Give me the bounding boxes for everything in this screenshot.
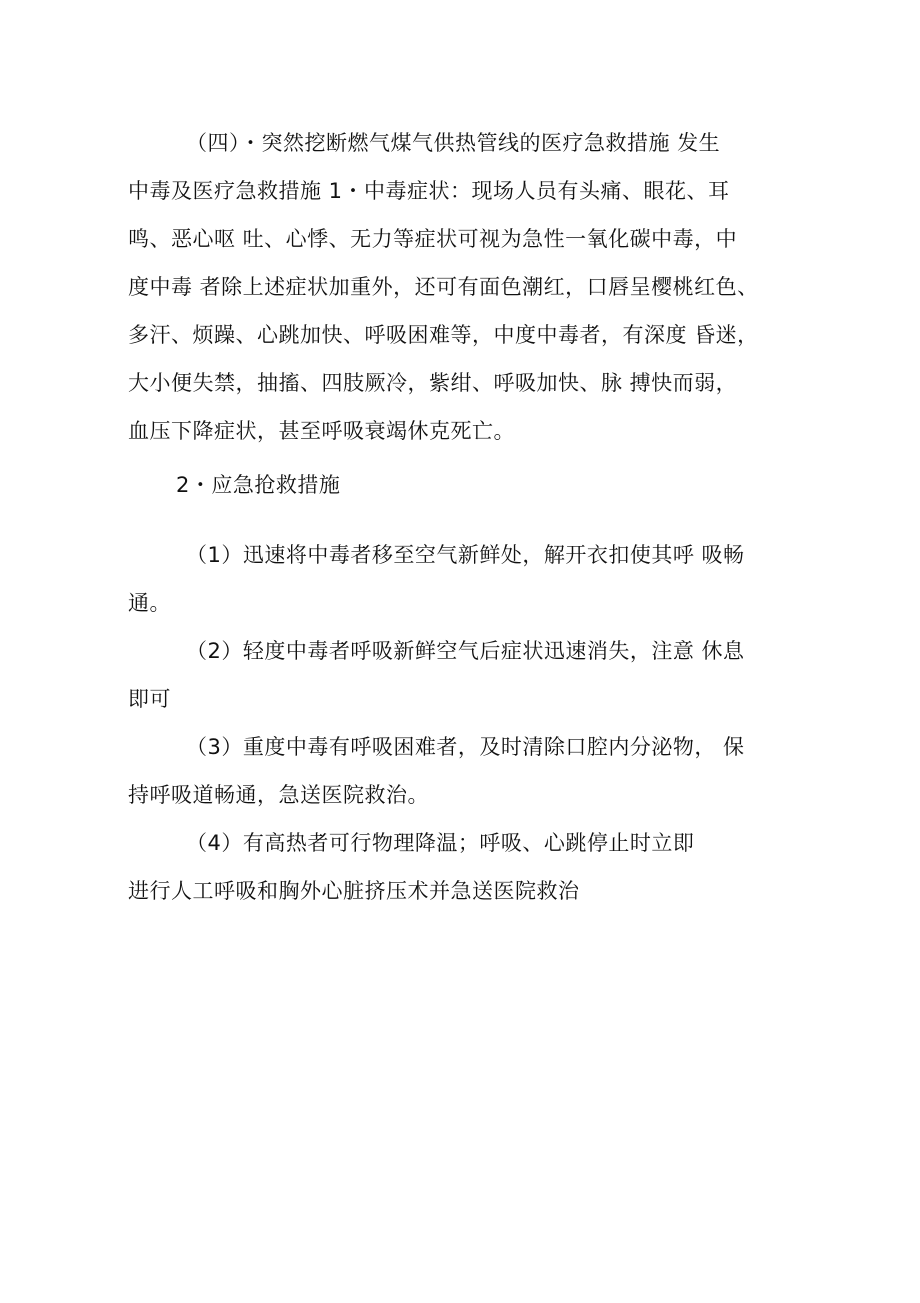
paragraph-line: 鸣、恶心呕 吐、心悸、无力等症状可视为急性一氧化碳中毒，中 — [128, 227, 738, 251]
paragraph-line: 血压下降症状，甚至呼吸衰竭休克死亡。 — [128, 419, 515, 443]
paragraph-line: 通。 — [128, 591, 171, 615]
paragraph-line: （2）轻度中毒者呼吸新鲜空气后症状迅速消失，注意 休息 — [186, 639, 745, 663]
section-heading-2: 2・应急抢救措施 — [176, 473, 341, 497]
paragraph-line: （3）重度中毒有呼吸困难者，及时清除口腔内分泌物， 保 — [186, 735, 745, 759]
paragraph-line: 持呼吸道畅通，急送医院救治。 — [128, 783, 429, 807]
paragraph-line: （4）有高热者可行物理降温；呼吸、心跳停止时立即 — [186, 831, 695, 855]
paragraph-line: 大小便失禁，抽搐、四肢厥冷，紫绀、呼吸加快、脉 搏快而弱， — [128, 371, 738, 395]
paragraph-line: （1）迅速将中毒者移至空气新鲜处，解开衣扣使其呼 吸畅 — [186, 543, 745, 567]
paragraph-line: 进行人工呼吸和胸外心脏挤压术并急送医院救治 — [128, 879, 580, 903]
paragraph-line: 中毒及医疗急救措施 1・中毒症状：现场人员有头痛、眼花、耳 — [128, 179, 730, 203]
paragraph-line: 多汗、烦躁、心跳加快、呼吸困难等，中度中毒者，有深度 昏迷， — [128, 323, 759, 347]
paragraph-line: 度中毒 者除上述症状加重外，还可有面色潮红，口唇呈樱桃红色、 — [128, 275, 759, 299]
paragraph-line: （四）・突然挖断燃气煤气供热管线的医疗急救措施 发生 — [186, 131, 721, 155]
paragraph-line: 即可 — [128, 687, 171, 711]
